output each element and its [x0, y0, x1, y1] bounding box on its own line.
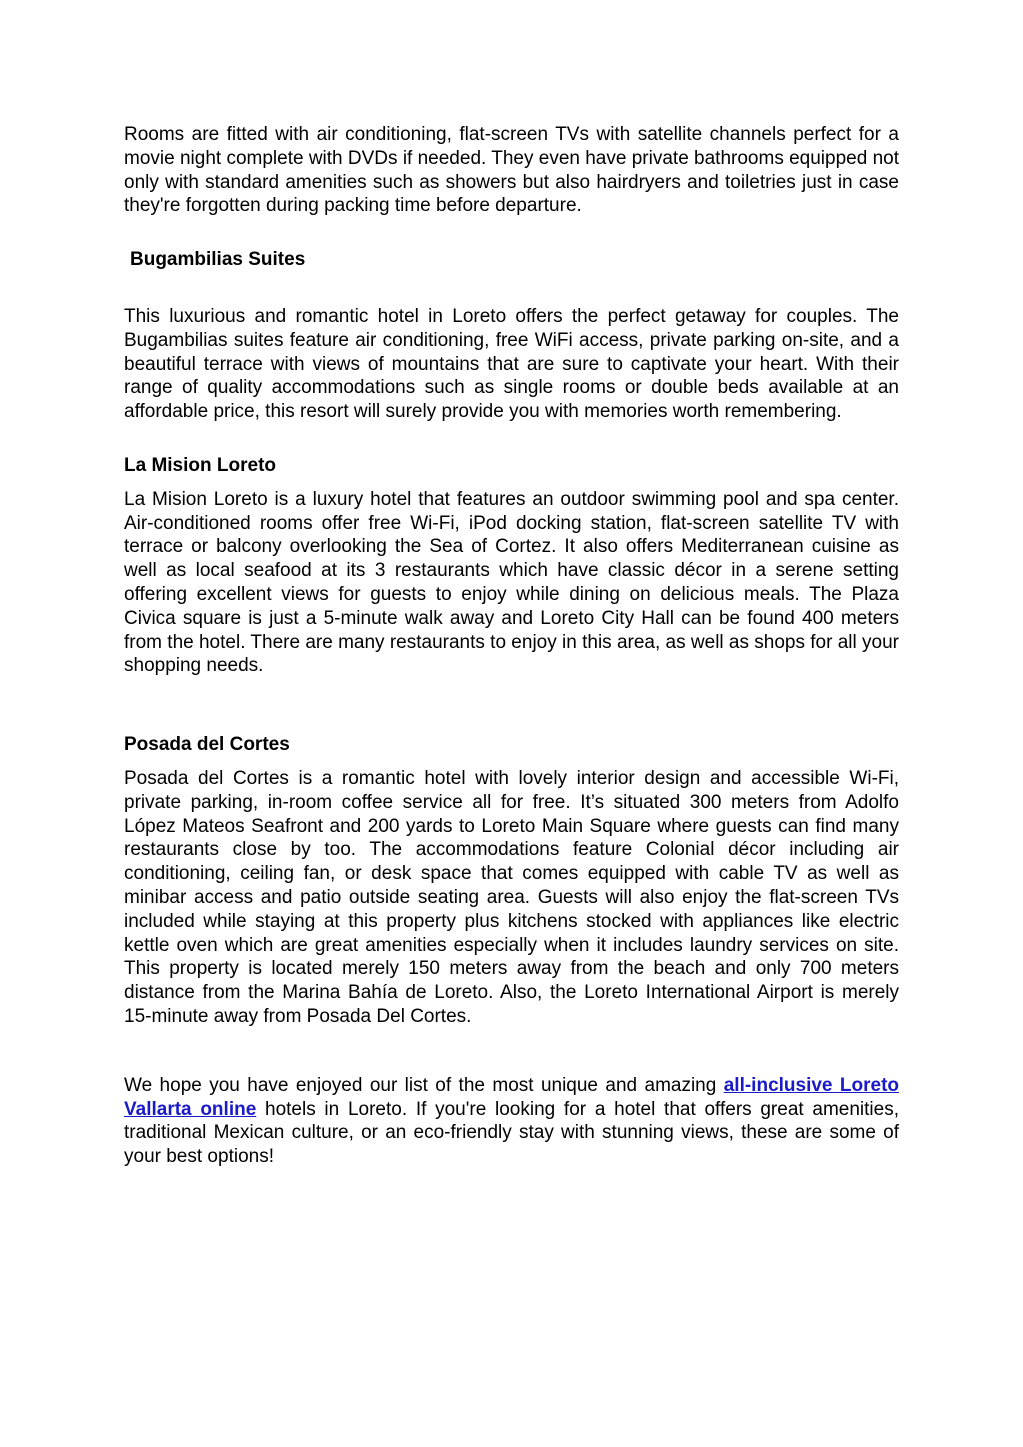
heading-posada-del-cortes: Posada del Cortes [124, 734, 290, 756]
closing-paragraph [124, 1074, 899, 1169]
heading-bugambilias-suites: Bugambilias Suites [130, 249, 306, 271]
closing-text-after-link: hotels in Loreto. If you're looking for a hotel that offers great amenities, traditional Mexican culture, or an eco-friendly stay with stunning views, these are some of your best options! [124, 1098, 899, 1168]
intro-paragraph: Rooms are fitted with air conditioning, flat-screen TVs with satellite channels perfect for a movie night complete with DVDs if needed. They even have private bathrooms equipped not only with standard amenities such as showers but also hairdryers and toiletries just in case they're forgotten during packing time before departure. [124, 124, 899, 217]
paragraph-la-mision-loreto: La Mision Loreto is a luxury hotel that features an outdoor swimming pool and spa center. Air-conditioned rooms offer free Wi-Fi, iPod docking station, flat-screen satellite TV with terrace or balcony overlooking the Sea of Cortez. It also offers Mediterranean cuisine as well as local seafood at its 3 restaurants which have classic décor in a serene setting offering excellent views for guests to enjoy while dining on delicious meals. The Plaza Civica square is just a 5-minute walk away and Loreto City Hall can be found 400 meters from the hotel. There are many restaurants to enjoy in this area, as well as shops for all your shopping needs. [124, 488, 899, 677]
closing-text-before-link: We hope you have enjoyed our list of the most unique and amazing [124, 1074, 724, 1096]
paragraph-bugambilias-suites: This luxurious and romantic hotel in Loreto offers the perfect getaway for couples. The Bugambilias suites feature air conditioning, free WiFi access, private parking on-site, and a beautiful terrace with views of mountains that are sure to captivate your heart. With their range of quality accommodations such as single rooms or double beds available at an affordable price, this resort will surely provide you with memories worth remembering. [124, 305, 899, 423]
document-page [124, 123, 899, 1169]
all-inclusive-loreto-link[interactable]: all-inclusive Loreto Vallarta online [124, 1074, 900, 1120]
paragraph-posada-del-cortes: Posada del Cortes is a romantic hotel with lovely interior design and accessible Wi-Fi, private parking, in-room coffee service all for free. It’s situated 300 meters from Adolfo López Mateos Seafront and 200 yards to Loreto Main Square where guests can find many restaurants close by too. The accommodations feature Colonial décor including air conditioning, ceiling fan, or desk space that comes equipped with cable TV as well as minibar access and patio outside seating area. Guests will also enjoy the flat-screen TVs included while staying at this property plus kitchens stocked with appliances like electric kettle oven which are great amenities especially when it includes laundry services on site. This property is located merely 150 meters away from the beach and only 700 meters distance from the Marina Bahía de Loreto. Also, the Loreto International Airport is merely 15-minute away from Posada Del Cortes. [124, 767, 899, 1027]
heading-la-mision-loreto: La Mision Loreto [124, 454, 276, 476]
